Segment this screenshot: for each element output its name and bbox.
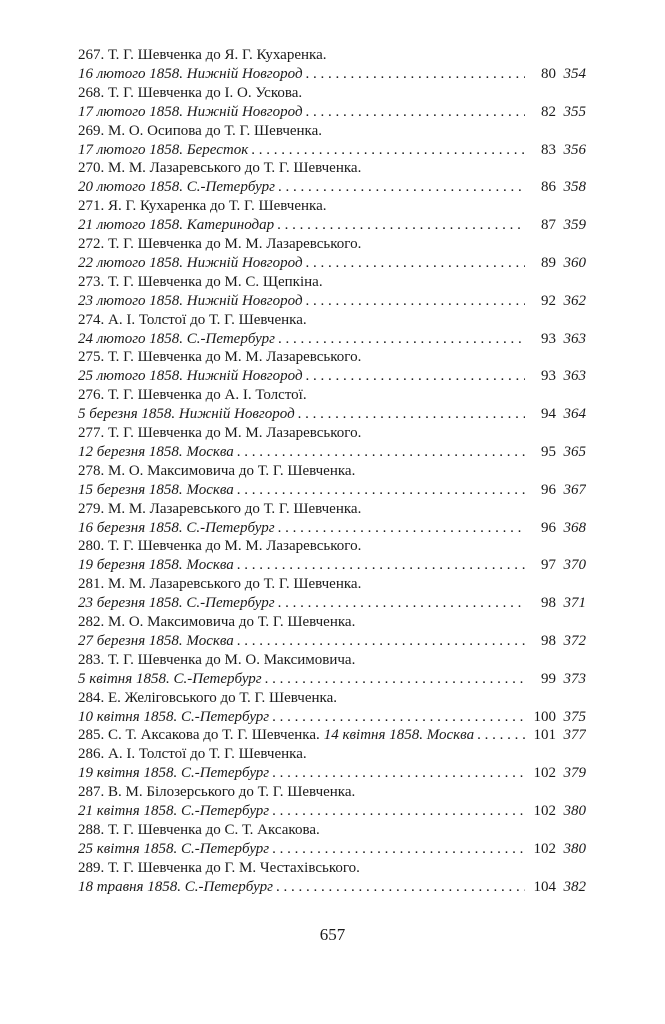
entry-date-place: 12 березня 1858. Москва [78,443,234,460]
entry-date-place: 16 березня 1858. С.-Петербург [78,519,275,536]
entry-title: 285. С. Т. Аксакова до Т. Г. Шевченка. [78,727,320,744]
entry-page-text: 100 [533,708,556,725]
toc-entry [78,159,586,197]
entry-detail-line [78,764,586,783]
toc-entry [78,575,586,613]
entry-date-place: 19 березня 1858. Москва [78,557,234,574]
entry-detail-line [78,443,586,462]
entry-title: 282. М. О. Максимовича до Т. Г. Шевченка. [78,613,356,630]
entry-date-place: 19 квітня 1858. С.-Петербург [78,765,270,782]
entry-page-notes: 371 [563,595,586,612]
entry-detail-line [78,670,586,689]
entry-date-place: 16 лютого 1858. Нижній Новгород [78,66,303,82]
entry-page-notes: 377 [563,727,586,744]
entry-title: 279. М. М. Лазаревського до Т. Г. Шевченка. [78,500,362,517]
entry-date-place: 17 лютого 1858. Нижній Новгород [78,103,303,120]
entry-title: 288. Т. Г. Шевченка до С. Т. Аксакова. [78,821,320,838]
entry-page-notes: 360 [563,254,586,271]
entry-detail-line [78,519,586,538]
entry-page-notes: 367 [563,481,586,498]
entry-date-place: 21 лютого 1858. Катеринодар [78,217,275,234]
toc-entry [78,462,586,500]
entry-page-text: 89 [541,254,556,271]
entry-page-text: 102 [533,840,556,857]
entry-page-text: 97 [541,557,556,574]
dot-leader [278,594,525,613]
toc-entry [78,745,586,783]
entry-page-notes: 368 [563,519,586,536]
entry-page-notes: 373 [563,670,586,687]
entry-page-notes: 365 [563,443,586,460]
entry-date-place: 27 березня 1858. Москва [78,632,234,649]
entry-title: 272. Т. Г. Шевченка до М. М. Лазаревського. [78,235,362,252]
dot-leader [306,367,525,386]
dot-leader [237,556,525,575]
entry-date-place: 14 квітня 1858. Москва [323,727,475,744]
entry-page-notes: 356 [563,141,586,158]
entry-title: 276. Т. Г. Шевченка до А. І. Толстої. [78,387,307,404]
entry-detail-line [78,254,586,273]
entry-date-place: 24 лютого 1858. С.-Петербург [78,330,275,347]
entry-date-place: 15 березня 1858. Москва [78,481,234,498]
entry-page-text: 92 [541,292,556,309]
entry-date-place: 25 квітня 1858. С.-Петербург [78,840,270,857]
entry-page-notes: 364 [563,406,586,423]
entry-detail-line [78,65,586,84]
entry-page-text: 101 [533,727,556,744]
entry-page-notes: 380 [563,840,586,857]
entry-date-place: 5 квітня 1858. С.-Петербург [78,670,262,687]
dot-leader [306,103,525,122]
toc-entry [78,689,586,727]
dot-leader [276,878,525,897]
toc-entry [78,859,586,897]
entry-page-text: 98 [541,632,556,649]
entry-date-place: 5 березня 1858. Нижній Новгород [78,406,295,423]
toc-entry [78,537,586,575]
entry-page-notes: 354 [563,66,586,82]
entry-detail-line [78,802,586,821]
entry-detail-line [78,216,586,235]
entry-date-place: 21 квітня 1858. С.-Петербург [78,803,270,820]
entry-page-notes: 370 [563,557,586,574]
toc-entry [78,651,586,689]
entry-page-notes: 358 [563,179,586,196]
toc-entry [78,348,586,386]
toc-section-a [78,46,586,726]
entry-title: 275. Т. Г. Шевченка до М. М. Лазаревського. [78,349,362,366]
entry-page-text: 93 [541,330,556,347]
toc-section-b [78,745,586,896]
entry-title: 274. А. І. Толстої до Т. Г. Шевченка. [78,311,307,328]
entry-page-text: 104 [533,878,556,895]
entry-page-text: 82 [541,103,556,120]
entry-page-text: 95 [541,443,556,460]
dot-leader [272,708,525,727]
entry-title: 278. М. О. Максимовича до Т. Г. Шевченка. [78,462,356,479]
toc-entry [78,122,586,160]
dot-leader [477,726,525,745]
entry-title: 270. М. М. Лазаревського до Т. Г. Шевченка. [78,160,362,177]
entry-page-notes: 362 [563,292,586,309]
entry-date-place: 17 лютого 1858. Бересток [78,141,249,158]
entry-detail-line [78,708,586,727]
entry-title: 277. Т. Г. Шевченка до М. М. Лазаревського. [78,424,362,441]
toc-entry [78,424,586,462]
entry-page-text: 93 [541,368,556,385]
entry-page-notes: 359 [563,217,586,234]
entry-detail-line [78,141,586,160]
entry-detail-line [78,103,586,122]
toc-entry [78,84,586,122]
entry-detail-line [78,594,586,613]
entry-detail-line [78,330,586,349]
toc-entry [78,235,586,273]
entry-page-notes: 355 [563,103,586,120]
toc-entry-285 [78,726,586,745]
page-number: 657 [319,925,346,944]
dot-leader [278,519,525,538]
toc-entry [78,783,586,821]
entry-detail-line [78,878,586,897]
toc-entry [78,821,586,859]
dot-leader [237,481,525,500]
dot-leader [306,292,525,311]
entry-title: 286. А. І. Толстої до Т. Г. Шевченка. [78,746,307,763]
entry-page-text: 102 [533,803,556,820]
entry-title: 283. Т. Г. Шевченка до М. О. Максимовича. [78,651,356,668]
dot-leader [237,632,525,651]
toc-entry [78,613,586,651]
entry-date-place: 25 лютого 1858. Нижній Новгород [78,368,303,385]
entry-title: 273. Т. Г. Шевченка до М. С. Щепкіна. [78,273,323,290]
dot-leader [272,802,525,821]
entry-title: 289. Т. Г. Шевченка до Г. М. Честахівського. [78,859,360,876]
entry-page-text: 102 [533,765,556,782]
entry-page-text: 99 [541,670,556,687]
entry-page-text: 83 [541,141,556,158]
entry-detail-line [78,632,586,651]
entry-page-text: 80 [541,66,556,82]
entry-page-notes: 382 [563,878,586,895]
entry-detail-line [78,367,586,386]
entry-detail-line [78,481,586,500]
table-of-contents [78,46,586,897]
entry-date-place: 23 березня 1858. С.-Петербург [78,595,275,612]
entry-title: 269. М. О. Осипова до Т. Г. Шевченка. [78,122,323,139]
entry-page-notes: 363 [563,330,586,347]
dot-leader [278,178,525,197]
entry-detail-line [78,840,586,859]
dot-leader [306,65,525,84]
entry-detail-line [78,178,586,197]
dot-leader [278,330,525,349]
entry-page-text: 94 [541,406,556,423]
toc-entry [78,197,586,235]
dot-leader [298,405,525,424]
entry-title: 268. Т. Г. Шевченка до І. О. Ускова. [78,84,303,101]
entry-date-place: 18 травня 1858. С.-Петербург [78,878,273,895]
dot-leader [251,141,525,160]
dot-leader [265,670,525,689]
entry-title: 287. В. М. Білозерського до Т. Г. Шевченка. [78,784,356,801]
entry-page-text: 96 [541,481,556,498]
toc-entry [78,311,586,349]
toc-entry [78,386,586,424]
dot-leader [306,254,525,273]
entry-date-place: 23 лютого 1858. Нижній Новгород [78,292,303,309]
entry-date-place: 22 лютого 1858. Нижній Новгород [78,254,303,271]
entry-page-text: 98 [541,595,556,612]
entry-title: 267. Т. Г. Шевченка до Я. Г. Кухаренка. [78,47,327,63]
entry-date-place: 10 квітня 1858. С.-Петербург [78,708,270,725]
entry-title: 281. М. М. Лазаревського до Т. Г. Шевченка. [78,576,362,593]
entry-title: 284. Е. Желіговського до Т. Г. Шевченка. [78,689,337,706]
entry-page-notes: 379 [563,765,586,782]
toc-entry [78,46,586,84]
entry-detail-line [78,292,586,311]
entry-detail-line [78,556,586,575]
entry-page-text: 87 [541,217,556,234]
entry-page-notes: 363 [563,368,586,385]
entry-page-notes: 372 [563,632,586,649]
entry-page-notes: 375 [563,708,586,725]
dot-leader [272,764,525,783]
entry-title: 271. Я. Г. Кухаренка до Т. Г. Шевченка. [78,198,327,215]
entry-page-text: 96 [541,519,556,536]
toc-entry [78,273,586,311]
entry-detail-line [78,405,586,424]
entry-page-text: 86 [541,179,556,196]
entry-date-place: 20 лютого 1858. С.-Петербург [78,179,275,196]
dot-leader [277,216,525,235]
dot-leader [237,443,525,462]
dot-leader [272,840,525,859]
entry-title: 280. Т. Г. Шевченка до М. М. Лазаревського. [78,538,362,555]
entry-page-notes: 380 [563,803,586,820]
toc-entry [78,500,586,538]
